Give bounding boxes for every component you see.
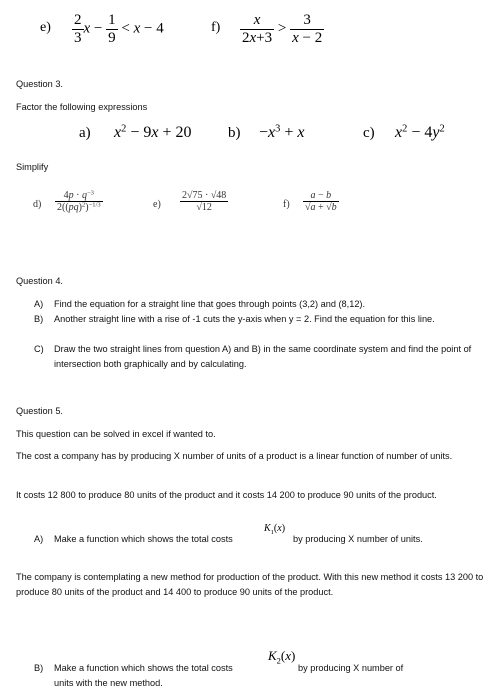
q4-item-b-marker: B) — [34, 314, 44, 324]
q5-a-text-before: Make a function which shows the total costs — [54, 534, 233, 544]
part-f-label: f) — [211, 20, 221, 35]
q4-item-a-marker: A) — [34, 299, 44, 309]
factor-a-expression: $x^2 - 9x + 20$ — [114, 123, 192, 141]
factor-c-label: c) — [363, 125, 375, 141]
q5-paragraph-3: The company is contemplating a new method for production of the product. With this new method it costs 13 200 to produce 80 units of the product and 14 400 to produce 90 units of the product. — [16, 572, 484, 597]
q4-item-c-marker: C) — [34, 344, 44, 354]
q5-b-function-k2: $K_2(x)$ — [268, 648, 296, 666]
q5-excel-note: This question can be solved in excel if wanted to. — [16, 429, 216, 439]
factor-b-expression: $-x^3 + x$ — [259, 123, 305, 141]
q5-paragraph-1: The cost a company has by producing X number of units of a product is a linear function of number of units. — [16, 451, 453, 461]
inequality-f: $\frac{x}{2x+3}$ > $\frac{3}{x - 2}$ — [242, 12, 323, 46]
q5-b-marker: B) — [34, 663, 44, 673]
question-3-instruction: Factor the following expressions — [16, 102, 148, 112]
q5-paragraph-2: It costs 12 800 to produce 80 units of the product and it costs 14 200 to produce 90 units of the product. — [16, 490, 437, 500]
q5-a-text-after: by producing X number of units. — [293, 534, 423, 544]
q5-b-text-before: Make a function which shows the total costs — [54, 663, 233, 673]
question-4-heading: Question 4. — [16, 276, 63, 286]
q5-a-function-k1: $K_1(x)$ — [264, 523, 286, 536]
q5-a-marker: A) — [34, 534, 44, 544]
simplify-f-expression: $\frac{a - b}{√a + √b}$ — [305, 190, 337, 213]
simplify-f-label: f) — [283, 199, 290, 210]
part-e-label: e) — [40, 20, 51, 35]
factor-b-label: b) — [228, 125, 241, 141]
simplify-e-label: e) — [153, 199, 161, 210]
q4-item-c-text: Draw the two straight lines from question A) and B) in the same coordinate system and find the point of intersection both graphically and by calculating. — [54, 344, 472, 369]
factor-c-expression: $x^2 - 4y^2$ — [395, 123, 445, 141]
q4-item-b-text: Another straight line with a rise of -1 cuts the y-axis when y = 2. Find the equation for this line. — [54, 314, 435, 324]
inequality-e: $\frac{2}{3}$ x − $\frac{1}{9}$ < x − 4 — [74, 12, 164, 46]
factor-a-label: a) — [79, 125, 91, 141]
simplify-d-expression: $\frac{4p \cdot q^{-3}}{2((pq)^2)^{-1/3}}$ — [57, 189, 101, 213]
q5-b-text-continuation: units with the new method. — [54, 678, 163, 688]
simplify-d-label: d) — [33, 199, 42, 210]
simplify-heading: Simplify — [16, 162, 49, 172]
q4-item-a-text: Find the equation for a straight line that goes through points (3,2) and (8,12). — [54, 299, 366, 309]
question-5-heading: Question 5. — [16, 406, 63, 416]
q5-b-text-after: by producing X number of — [298, 663, 404, 673]
simplify-e-expression: $\frac{2√75 \cdot √48}{√12}$ — [182, 190, 227, 213]
question-3-heading: Question 3. — [16, 79, 63, 89]
